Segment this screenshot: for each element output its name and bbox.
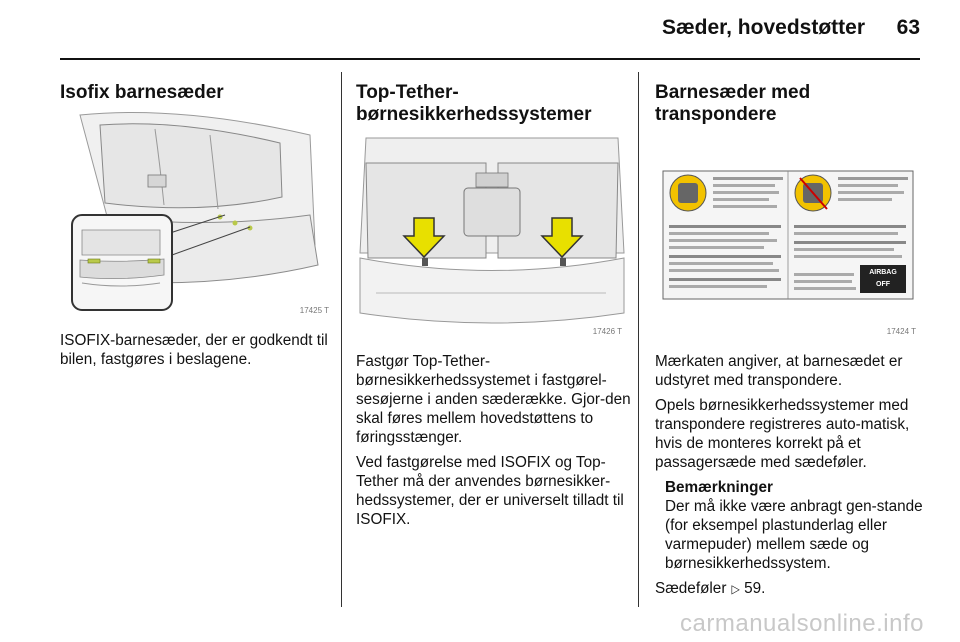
reference-text: Sædeføler	[655, 580, 727, 597]
note-block	[655, 478, 927, 573]
note-title: Bemærkninger	[665, 479, 773, 496]
page-number: 63	[896, 16, 920, 39]
section-heading-isofix: Isofix barnesæder	[60, 82, 224, 103]
section-heading-transponder	[655, 82, 925, 126]
column-isofix	[60, 72, 330, 104]
column-transponder	[655, 72, 925, 126]
heading-line-2: børnesikkerhedssystemer	[356, 104, 592, 125]
figure-code-transponder: 17424 T	[886, 327, 916, 336]
reference-page[interactable]: 59.	[744, 580, 766, 597]
airbag-label: AIRBAG	[869, 269, 897, 276]
header-rule	[60, 58, 920, 60]
watermark: carmanualsonline.info	[680, 610, 924, 637]
transponder-paragraph-2: Opels børnesikkerhedssystemer med transpondere registreres auto-matisk, hvis de monteres korrekt på et passagersæde med sædeføler.	[655, 397, 910, 471]
column-divider-2	[638, 72, 639, 607]
top-tether-paragraph-2: Ved fastgørelse med ISOFIX og Top-Tether må der anvendes børnesikker-hedssystemer, der er universelt tilladt til ISOFIX.	[356, 454, 624, 528]
off-label: OFF	[876, 281, 890, 288]
figure-code-isofix: 17425 T	[299, 306, 329, 315]
airbag-off-badge	[860, 265, 906, 293]
cross-reference	[655, 579, 927, 599]
heading-line-1: Barnesæder med	[655, 82, 811, 103]
heading-line-2: transpondere	[655, 104, 777, 125]
top-tether-paragraph-1: Fastgør Top-Tether-børnesikkerhedssystemet i fastgørel-sesøjerne i anden sæderække. Gjor-den skal føres mellem hovedstøttens to føringsstænger.	[356, 353, 631, 446]
column-divider-1	[341, 72, 342, 607]
top-tether-illustration	[356, 133, 628, 338]
section-heading-top-tether	[356, 82, 636, 126]
note-text: Der må ikke være anbragt gen-stande (for eksempel plastunderlag eller varmepuder) mellem sæde og børnesikkerhedssystem.	[665, 498, 923, 572]
isofix-paragraph: ISOFIX-barnesæder, der er godkendt til bilen, fastgøres i beslagene.	[60, 332, 328, 368]
arrow-icon: ▷	[731, 582, 740, 596]
transponder-label-illustration	[655, 133, 920, 338]
transponder-paragraph-1: Mærkaten angiver, at barnesædet er udstyret med transpondere.	[655, 353, 903, 389]
top-tether-body-text	[356, 352, 634, 535]
figure-code-top-tether: 17426 T	[592, 327, 622, 336]
transponder-body-text	[655, 352, 927, 605]
isofix-seat-illustration	[60, 105, 335, 317]
isofix-body-text	[60, 331, 335, 375]
heading-line-1: Top-Tether-	[356, 82, 459, 103]
column-top-tether	[356, 72, 636, 126]
page-header-title: Sæder, hovedstøtter	[661, 16, 865, 39]
